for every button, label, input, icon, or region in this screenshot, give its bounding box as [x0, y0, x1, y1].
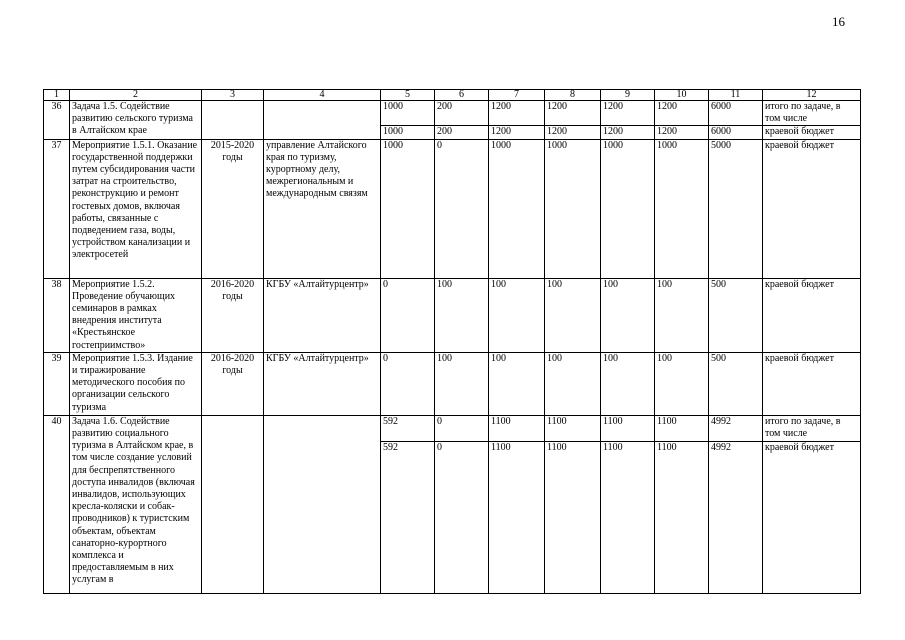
value-cell: 0	[435, 139, 489, 278]
value-cell: 0	[435, 415, 489, 441]
value-cell: 200	[435, 101, 489, 126]
value-cell: 100	[435, 278, 489, 352]
row-description: Мероприятие 1.5.3. Издание и тиражирование методического пособия по организации сельского туризма	[70, 352, 202, 415]
value-cell: 1000	[545, 139, 601, 278]
column-header: 11	[709, 90, 763, 101]
column-header: 10	[655, 90, 709, 101]
value-cell: 200	[435, 126, 489, 139]
row-years: 2015-2020 годы	[202, 139, 264, 278]
row-number: 38	[44, 278, 70, 352]
column-header: 12	[763, 90, 861, 101]
header-row	[44, 90, 861, 101]
column-header: 4	[264, 90, 381, 101]
value-cell: 592	[381, 441, 435, 593]
row-years	[202, 101, 264, 140]
column-header: 5	[381, 90, 435, 101]
value-cell: 100	[655, 352, 709, 415]
row-years: 2016-2020 годы	[202, 352, 264, 415]
row-executor: КГБУ «Алтайтурцентр»	[264, 352, 381, 415]
row-description: Мероприятие 1.5.1. Оказание государственной поддержки путем субсидирования части затрат на строительство, реконструкцию и ремонт гостевых домов, включая работы, связанные с подведением газа, воды, устройством канализации и электросетей	[70, 139, 202, 278]
funding-source: итого по задаче, в том числе	[763, 101, 861, 126]
row-number: 40	[44, 415, 70, 593]
value-cell: 1000	[601, 139, 655, 278]
value-cell: 1200	[489, 126, 545, 139]
value-cell: 500	[709, 278, 763, 352]
value-cell: 1000	[381, 139, 435, 278]
value-cell: 1000	[381, 101, 435, 126]
row-executor: КГБУ «Алтайтурцентр»	[264, 278, 381, 352]
table-row	[44, 278, 861, 352]
funding-source: краевой бюджет	[763, 441, 861, 593]
value-cell: 100	[489, 278, 545, 352]
row-number: 39	[44, 352, 70, 415]
value-cell: 1200	[489, 101, 545, 126]
table-row	[44, 139, 861, 278]
value-cell: 1200	[655, 101, 709, 126]
value-cell: 100	[601, 352, 655, 415]
table-row	[44, 415, 861, 441]
row-description: Задача 1.6. Содействие развитию социального туризма в Алтайском крае, в том числе создание условий для беспрепятственного доступа инвалидов (включая инвалидов, использующих кресла-коляски и собак-проводников) к туристским объектам, объектам санаторно-курортного комплекса и предоставляемым в них услугам в	[70, 415, 202, 593]
value-cell: 100	[601, 278, 655, 352]
value-cell: 5000	[709, 139, 763, 278]
value-cell: 592	[381, 415, 435, 441]
value-cell: 100	[545, 352, 601, 415]
value-cell: 4992	[709, 415, 763, 441]
value-cell: 1100	[601, 415, 655, 441]
column-header: 3	[202, 90, 264, 101]
budget-table	[43, 89, 861, 594]
funding-source: итого по задаче, в том числе	[763, 415, 861, 441]
value-cell: 1100	[601, 441, 655, 593]
value-cell: 0	[381, 352, 435, 415]
value-cell: 0	[435, 441, 489, 593]
value-cell: 1000	[381, 126, 435, 139]
column-header: 8	[545, 90, 601, 101]
row-executor	[264, 415, 381, 593]
value-cell: 1000	[655, 139, 709, 278]
value-cell: 1100	[545, 441, 601, 593]
value-cell: 1000	[489, 139, 545, 278]
value-cell: 0	[381, 278, 435, 352]
value-cell: 100	[545, 278, 601, 352]
column-header: 2	[70, 90, 202, 101]
row-number: 37	[44, 139, 70, 278]
value-cell: 100	[655, 278, 709, 352]
funding-source: краевой бюджет	[763, 278, 861, 352]
funding-source: краевой бюджет	[763, 139, 861, 278]
funding-source: краевой бюджет	[763, 126, 861, 139]
value-cell: 1100	[489, 415, 545, 441]
row-description: Задача 1.5. Содействие развитию сельского туризма в Алтайском крае	[70, 101, 202, 140]
value-cell: 1200	[601, 101, 655, 126]
value-cell: 1200	[545, 126, 601, 139]
row-number: 36	[44, 101, 70, 140]
table-row	[44, 101, 861, 126]
row-years: 2016-2020 годы	[202, 278, 264, 352]
column-header: 1	[44, 90, 70, 101]
value-cell: 1200	[655, 126, 709, 139]
value-cell: 100	[435, 352, 489, 415]
column-header: 9	[601, 90, 655, 101]
value-cell: 1100	[655, 415, 709, 441]
value-cell: 500	[709, 352, 763, 415]
row-years	[202, 415, 264, 593]
page-number: 16	[832, 14, 845, 29]
value-cell: 1100	[545, 415, 601, 441]
table-row	[44, 352, 861, 415]
value-cell: 100	[489, 352, 545, 415]
value-cell: 1200	[601, 126, 655, 139]
value-cell: 6000	[709, 126, 763, 139]
row-description: Мероприятие 1.5.2. Проведение обучающих семинаров в рамках внедрения института «Крестьянское гостеприимство»	[70, 278, 202, 352]
funding-source: краевой бюджет	[763, 352, 861, 415]
value-cell: 6000	[709, 101, 763, 126]
column-header: 6	[435, 90, 489, 101]
value-cell: 1100	[489, 441, 545, 593]
row-executor	[264, 101, 381, 140]
value-cell: 1100	[655, 441, 709, 593]
column-header: 7	[489, 90, 545, 101]
value-cell: 4992	[709, 441, 763, 593]
value-cell: 1200	[545, 101, 601, 126]
row-executor: управление Алтайского края по туризму, курортному делу, межрегиональным и международным связям	[264, 139, 381, 278]
